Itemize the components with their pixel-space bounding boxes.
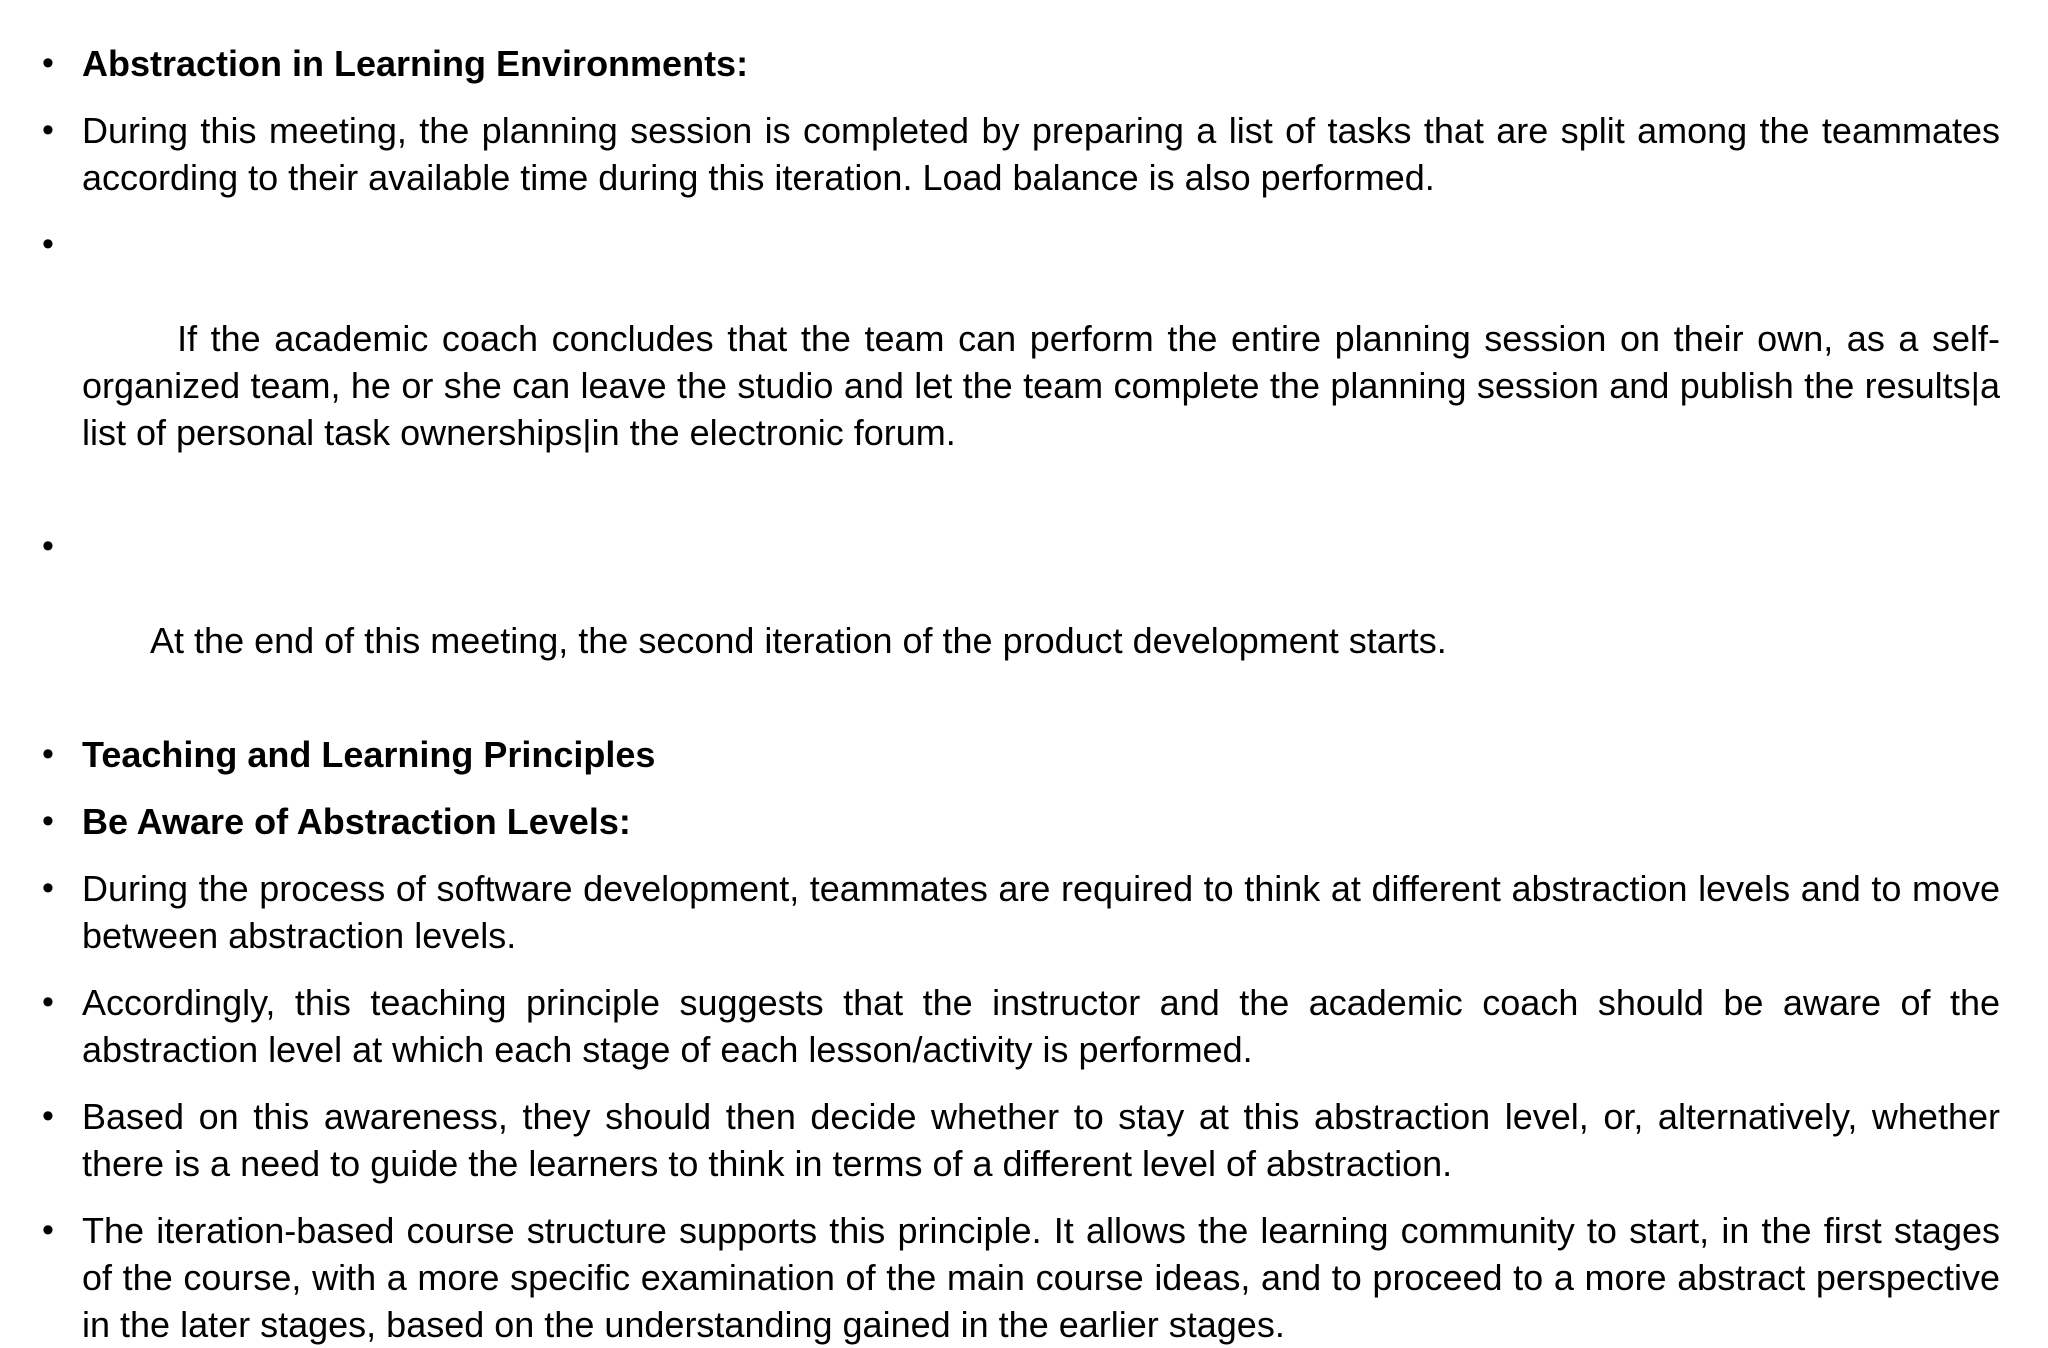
bullet-dot-icon: • bbox=[42, 111, 54, 149]
bullet-dot-icon: • bbox=[42, 527, 54, 565]
bullet-text: The iteration-based course structure supports this principle. It allows the learning community to start, in the first stages of the course, with a more specific examination of the main course ideas, and to proceed to a more abstract perspective in the later stages, based on the understanding gained in the earlier stages. bbox=[82, 1210, 2000, 1345]
bullet-heading: Teaching and Learning Principles bbox=[82, 734, 656, 775]
bullet-dot-icon: • bbox=[42, 869, 54, 907]
bullet-item bbox=[40, 798, 2000, 845]
bullet-item bbox=[40, 221, 2011, 503]
bullet-item bbox=[40, 107, 2000, 201]
bullet-item bbox=[40, 1207, 2000, 1348]
bullet-dot-icon: • bbox=[42, 802, 54, 840]
bullet-dot-icon: • bbox=[42, 225, 54, 263]
bullet-item bbox=[40, 731, 2000, 778]
bullet-item bbox=[40, 865, 2000, 959]
bullet-dot-icon: • bbox=[42, 735, 54, 773]
bullet-dot-icon: • bbox=[42, 983, 54, 1021]
bullet-text: Accordingly, this teaching principle suggests that the instructor and the academic coach should be aware of the abstraction level at which each stage of each lesson/activity is performed. bbox=[82, 982, 2000, 1070]
bullet-item bbox=[40, 979, 2000, 1073]
bullet-dot-icon: • bbox=[42, 1211, 54, 1249]
bullet-text: Based on this awareness, they should then decide whether to stay at this abstraction level, or, alternatively, whether there is a need to guide the learners to think in terms of a different level of abstraction. bbox=[82, 1096, 2000, 1184]
bullet-item bbox=[40, 40, 2000, 87]
bullet-text: During the process of software development, teammates are required to think at different abstraction levels and to move between abstraction levels. bbox=[82, 868, 2000, 956]
bullet-heading: Be Aware of Abstraction Levels: bbox=[82, 801, 631, 842]
bullet-heading: Abstraction in Learning Environments: bbox=[82, 43, 749, 84]
bullet-text: At the end of this meeting, the second iteration of the product development starts. bbox=[142, 620, 1447, 661]
bullet-item bbox=[40, 1093, 2000, 1187]
bullet-dot-icon: • bbox=[42, 44, 54, 82]
bullet-item bbox=[40, 523, 2000, 711]
bullet-text: If the academic coach concludes that the team can perform the entire planning session on their own, as a self-organized team, he or she can leave the studio and let the team complete the planning session and publish the results|a list of personal task ownerships|in the electronic forum. bbox=[82, 318, 2011, 453]
bullet-list bbox=[40, 40, 2011, 1348]
bullet-dot-icon: • bbox=[42, 1097, 54, 1135]
bullet-text: During this meeting, the planning session is completed by preparing a list of tasks that are split among the teammates according to their available time during this iteration. Load balance is also performed. bbox=[82, 110, 2000, 198]
